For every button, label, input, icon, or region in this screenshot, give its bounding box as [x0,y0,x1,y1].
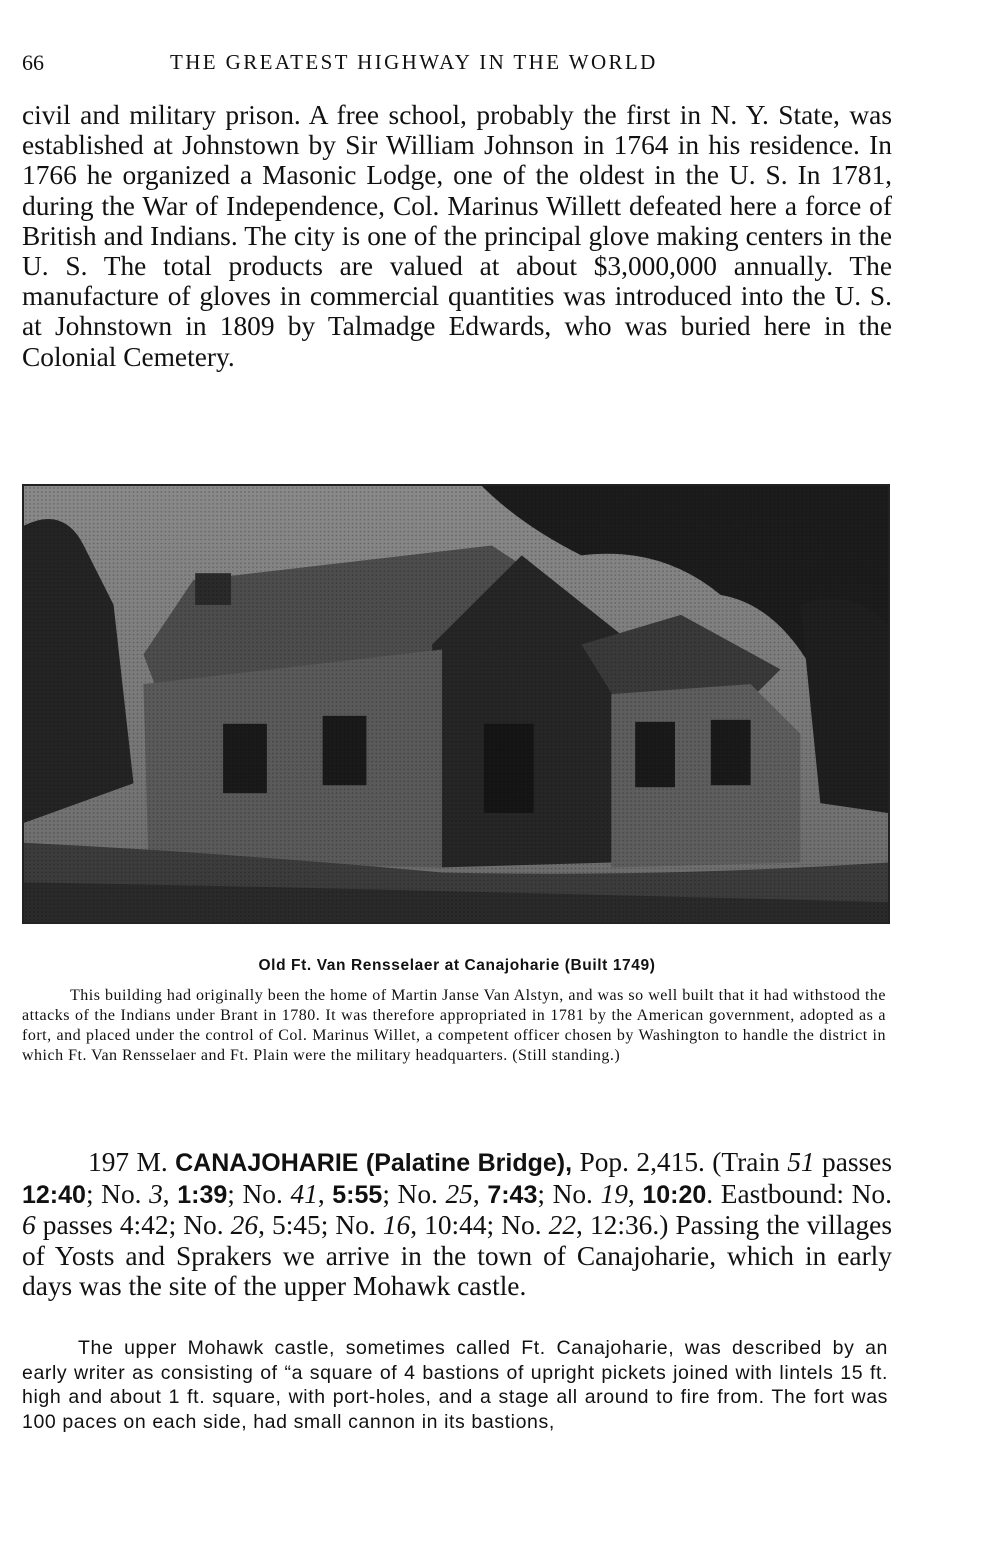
westbound-label: (Train [712,1147,780,1177]
train-time: 4:42 [119,1210,169,1240]
train-number: 19 [600,1178,628,1209]
train-time: 12:40 [22,1180,86,1209]
train-number: 22 [548,1210,577,1240]
page-number: 66 [22,50,44,75]
train-time: 7:43 [487,1180,538,1209]
eastbound-label: Eastbound: No. [720,1178,892,1209]
train-number: 16 [382,1210,411,1240]
train-number: 6 [22,1210,36,1240]
page-header [22,50,892,84]
place-name: CANAJOHARIE [175,1149,359,1177]
train-time: 10:44 [424,1210,487,1240]
fort-photograph-image [24,486,888,922]
fort-photograph [22,484,890,924]
population: Pop. 2,415. [579,1147,705,1177]
train-number: 26 [230,1210,259,1240]
train-number: 3 [149,1178,163,1209]
train-time: 10:20 [642,1180,707,1209]
intro-paragraph-block [22,100,892,372]
train-time: 12:36 [589,1210,653,1240]
running-title: THE GREATEST HIGHWAY IN THE WORLD [170,50,658,74]
entry-description: Passing the villages of Yosts and Sprakers we arrive in the town of Canajoharie, which in early days was the site of the upper Mohawk castle. [22,1210,892,1301]
figure-caption-title: Old Ft. Van Rensselaer at Canajoharie (Built 1749) [258,957,656,974]
castle-paragraph: The upper Mohawk castle, sometimes called Ft. Canajoharie, was described by an early writer as consisting of “a square of 4 bastions of upright pickets joined with lintels 15 ft. high and about 1 ft. square, with port-holes, and a stage all around to fire from. The fort was 100 paces on each side, had small cannon in its bastions, [22,1337,888,1433]
figure-caption-text: This building had originally been the home of Martin Janse Van Alstyn, and was so well built that it had withstood the attacks of the Indians under Brant in 1780. It was therefore appropriated in 1781 by the American government, adopted as a fort, and placed under the control of Col. Marinus Willet, a competent officer chosen by Washington to handle the district in which Ft. Van Rensselaer and Ft. Plain were the military headquarters. (Still standing.) [22,987,886,1064]
train-number: 25 [445,1178,473,1209]
intro-paragraph: civil and military prison. A free school, probably the first in N. Y. State, was established at Johnstown by Sir William Johnson in 1764 in his residence. In 1766 he organized a Masonic Lodge, one of the oldest in the U. S. In 1781, during the War of Independence, Col. Marinus Willett defeated here a force of British and Indians. The city is one of the principal glove making centers in the U. S. The total products are valued at about $3,000,000 annually. The manufacture of gloves in commercial quantities was introduced into the U. S. at Johnstown in 1809 by Talmadge Edwards, who was buried here in the Colonial Cemetery. [22,100,892,372]
train-time: 1:39 [177,1180,228,1209]
canajoharie-entry: 197 M. CANAJOHARIE (Palatine Bridge), Pop. 2,415. (Train 51 passes 12:40; No. 3, 1:39; No. 41, 5:55; No. 25, 7:43; No. 19, 10:20. Eastbound: No. 6 passes 4:42; No. 26, 5:45; No. 16, 10:44; No. 22, 12:36.) Passing the villages of Yosts and Sprakers we arrive in the town of Canajoharie, which in early days was the site of the upper Mohawk castle. [22,1147,892,1301]
mileage: 197 M. [88,1147,168,1177]
alternate-name: (Palatine Bridge), [365,1149,573,1177]
train-time: 5:45 [272,1210,321,1240]
train-number: 51 [787,1147,815,1177]
train-number: 41 [290,1178,318,1209]
train-time: 5:55 [332,1180,383,1209]
